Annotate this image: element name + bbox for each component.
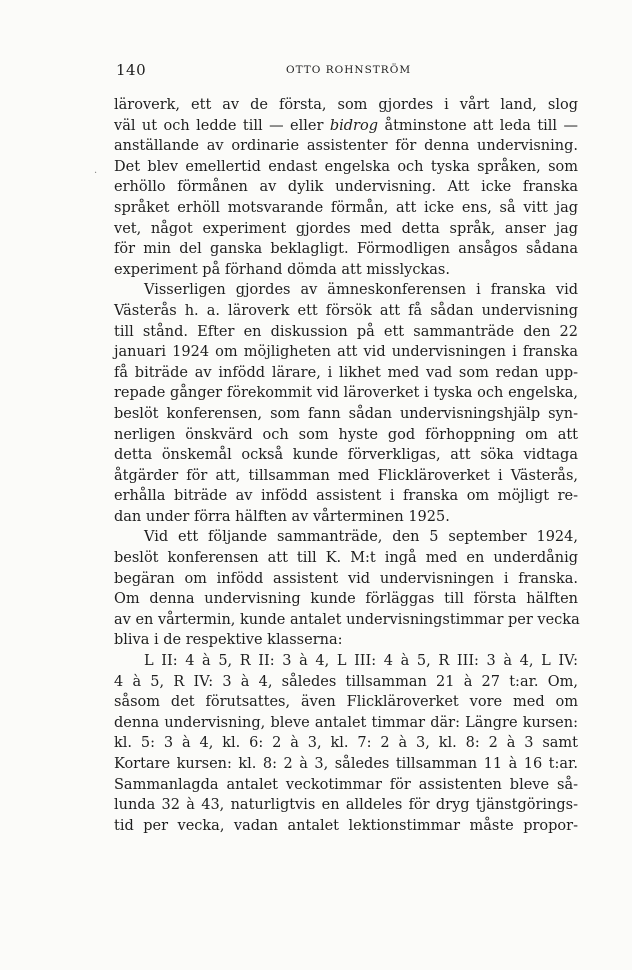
page-number: 140 xyxy=(116,61,147,79)
text-line: begäran om infödd assistent vid undervisningen i franska. xyxy=(114,570,578,587)
text-line: få biträde av infödd lärare, i likhet med vad som redan upp- xyxy=(114,364,578,381)
text-line: Västerås h. a. läroverk ett försök att få sådan undervisning xyxy=(114,302,578,319)
text-line: denna undervisning, bleve antalet timmar där: Längre kursen: xyxy=(114,714,578,731)
text-line: tid per vecka, vadan antalet lektionstimmar måste propor- xyxy=(114,817,578,834)
text-line: lunda 32 à 43, naturligtvis en alldeles för dryg tjänstgörings- xyxy=(114,797,578,814)
text-line: åtgärder för att, tillsamman med Flickläroverket i Västerås, xyxy=(114,467,578,484)
text-line: språket erhöll motsvarande förmån, att icke ens, så vitt jag xyxy=(114,199,578,216)
text-line: januari 1924 om möjligheten att vid undervisningen i franska xyxy=(114,344,578,361)
text-line: beslöt konferensen, som fann sådan undervisningshjälp syn- xyxy=(114,405,578,422)
text-line: Kortare kursen: kl. 8: 2 à 3, således tillsamman 11 à 16 t:ar. xyxy=(114,756,578,772)
text-line: av en vårtermin, kunde antalet undervisningstimmar per vecka xyxy=(114,611,580,628)
text-line: Vid ett följande sammanträde, den 5 september 1924, xyxy=(144,529,578,546)
text-line: Visserligen gjordes av ämneskonferensen i franska vid xyxy=(144,282,578,299)
text-line: Om denna undervisning kunde förläggas till första hälften xyxy=(114,591,578,608)
text-line: beslöt konferensen att till K. M:t ingå med en underdånig xyxy=(114,550,578,567)
text-line: anställande av ordinarie assistenter för denna undervisning. xyxy=(114,138,578,155)
text-line: vet, något experiment gjordes med detta språk, anser jag xyxy=(114,220,578,237)
margin-mark: · xyxy=(94,168,98,179)
text-line: väl ut och ledde till — eller bidrog åtminstone att leda till — xyxy=(114,117,578,134)
text-line: nerligen önskvärd och som hyste god förhoppning om att xyxy=(114,426,578,443)
text-line: Det blev emellertid endast engelska och tyska språken, som xyxy=(114,158,578,175)
text-line: såsom det förutsattes, även Flickläroverket vore med om xyxy=(114,694,578,711)
emphasis: bidrog xyxy=(329,117,379,134)
text-line: experiment på förhand dömda att misslyckas. xyxy=(114,261,450,278)
text-line: bliva i de respektive klasserna: xyxy=(114,632,343,649)
text-line: L II: 4 à 5, R II: 3 à 4, L III: 4 à 5, R III: 3 à 4, L IV: xyxy=(144,653,578,670)
text-line: kl. 5: 3 à 4, kl. 6: 2 à 3, kl. 7: 2 à 3, kl. 8: 2 à 3 samt xyxy=(114,735,578,752)
running-head: OTTO ROHNSTRÖM xyxy=(286,64,412,76)
text-line: Sammanlagda antalet veckotimmar för assistenten bleve så- xyxy=(114,776,578,793)
text-line: till stånd. Efter en diskussion på ett sammanträde den 22 xyxy=(114,323,578,340)
text-line: dan under förra hälften av vårterminen 1925. xyxy=(114,508,450,525)
text-line: läroverk, ett av de första, som gjordes i vårt land, slog xyxy=(114,97,578,113)
text-line: repade gånger förekommit vid läroverket i tyska och engelska, xyxy=(114,385,578,402)
text-line: erhålla biträde av infödd assistent i franska om möjligt re- xyxy=(114,488,578,505)
text-line: erhöllo förmånen av dylik undervisning. Att icke franska xyxy=(114,179,578,196)
text-line: 4 à 5, R IV: 3 à 4, således tillsamman 21 à 27 t:ar. Om, xyxy=(114,673,578,690)
text-line: detta önskemål också kunde förverkligas, att söka vidtaga xyxy=(114,447,578,464)
body-text xyxy=(114,95,578,836)
text-line: för min del ganska beklagligt. Förmodligen ansågos sådana xyxy=(114,241,578,258)
